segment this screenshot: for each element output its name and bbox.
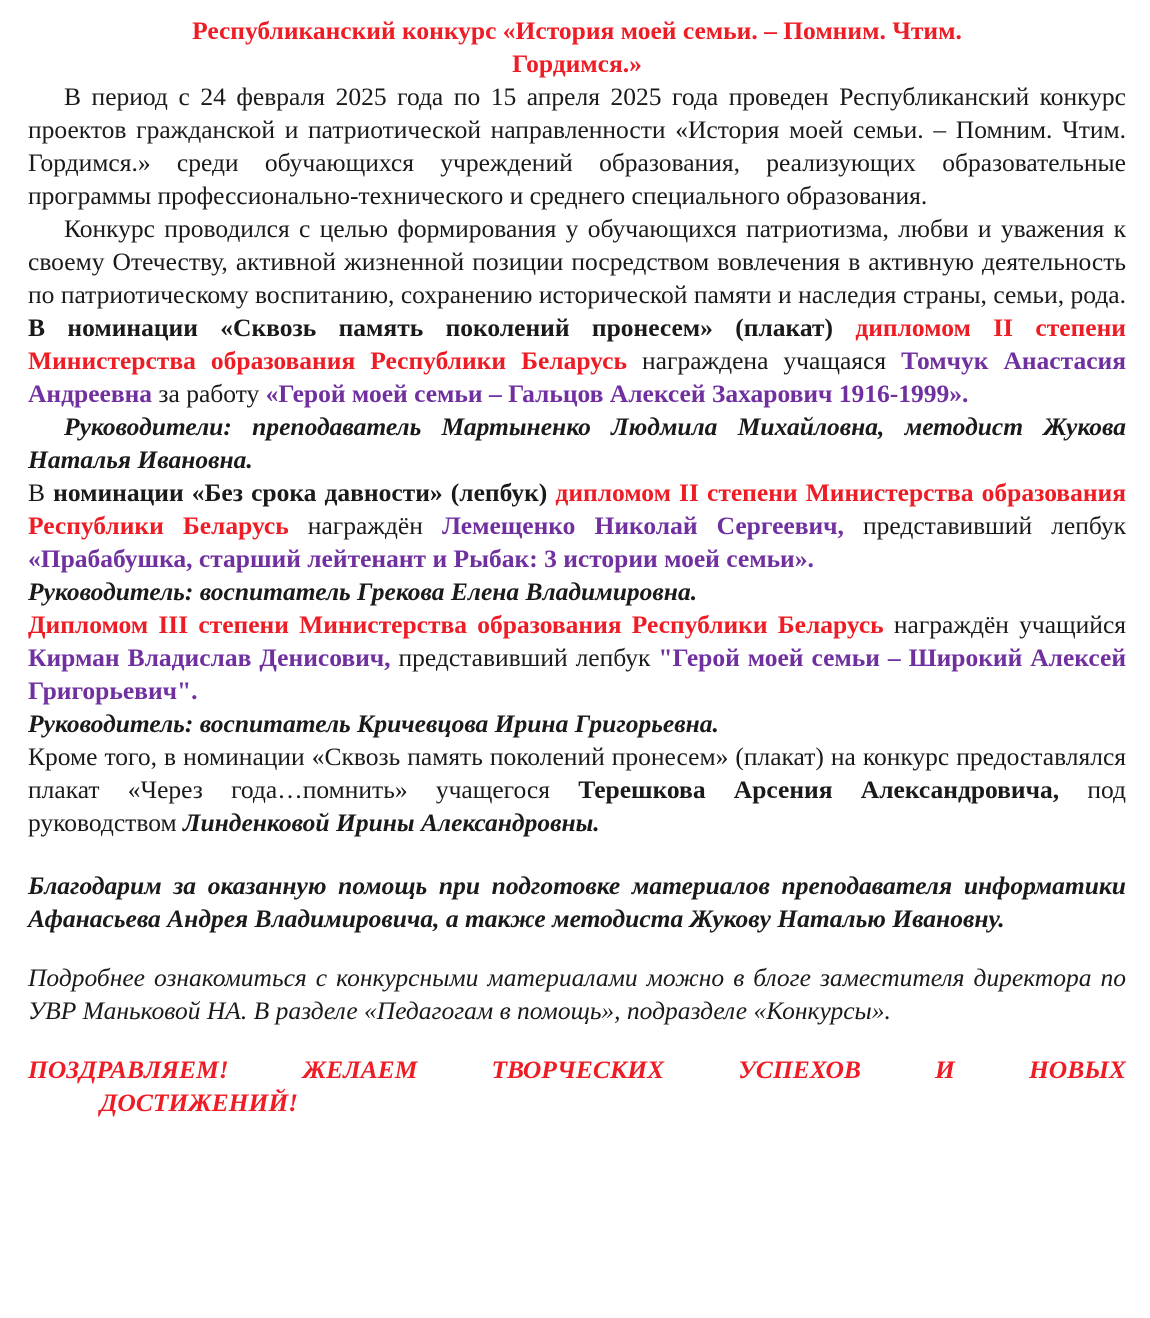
nomination-poster: В номинации «Сквозь память поколений пронесем» (плакат) [28, 313, 833, 342]
work-title-kirman: "Герой моей семьи – Широкий Алексей Григорьевич". [28, 643, 1127, 705]
congrats-word: НОВЫХ [1028, 1055, 1126, 1084]
student-name-lemeshchenko: Лемещенко Николай Сергеевич, [441, 511, 844, 540]
congrats-word: УСПЕХОВ [738, 1055, 861, 1084]
paragraph-purpose [28, 212, 1126, 410]
congrats-word: ЖЕЛАЕМ [302, 1055, 418, 1084]
presented-text-2: представивший лепбук [398, 643, 651, 672]
student-name-tomchuk: Томчук Анастасия Андреевна [28, 346, 1127, 408]
document-page [28, 14, 1126, 1119]
title-line-1: Республиканский конкурс «История моей семьи. – Помним. Чтим. [192, 16, 962, 45]
awarded-text-2: награждён [307, 511, 423, 540]
nomination-lepbook: номинации «Без срока давности» (лепбук) [53, 478, 548, 507]
thanks-paragraph: Благодарим за оказанную помощь при подготовке материалов преподавателя информатики Афанасьева Андрея Владимировича, а также методиста Жукову Наталью Ивановну. [28, 871, 1126, 933]
leader-krichevtsova: Руководитель: воспитатель Кричевцова Ирина Григорьевна. [28, 709, 719, 738]
paragraph-additional-poster [28, 740, 1126, 839]
diploma-2-poster: дипломом II степени Министерства образования Республики Беларусь [28, 313, 1126, 375]
congrats-word: ПОЗДРАВЛЯЕМ! [28, 1055, 229, 1084]
work-title-tomchuk: «Герой моей семьи – Гальцов Алексей Захарович 1916-1999». [265, 379, 969, 408]
congrats-line-2: ДОСТИЖЕНИЙ! [100, 1088, 299, 1117]
paragraph-period: В период с 24 февраля 2025 года по 15 апреля 2025 года проведен Республиканский конкурс проектов гражданской и патриотической направленности «История моей семьи. – Помним. Чтим. Гордимся.» среди обучающихся учреждений образования, реализующих образовательные программы профессионально-технического и среднего специального образования. [28, 82, 1126, 210]
congratulations [28, 1053, 1126, 1119]
for-work-text: за работу [158, 379, 260, 408]
diploma-3-lepbook: Дипломом III степени Министерства образования Республики Беларусь [28, 610, 884, 639]
in-text: В [28, 478, 46, 507]
leader-grekova: Руководитель: воспитатель Грекова Елена Владимировна. [28, 577, 698, 606]
congrats-word: И [935, 1055, 955, 1084]
student-name-tereshkov: Терешкова Арсения Александровича, [578, 775, 1060, 804]
work-title-lemeshchenko: «Прабабушка, старший лейтенант и Рыбак: 3 истории моей семьи». [28, 544, 814, 573]
awarded-text-3: награждён учащийся [893, 610, 1126, 639]
presented-text: представивший лепбук [863, 511, 1127, 540]
diploma-2-lepbook: дипломом II степени Министерства образования Республики Беларусь [28, 478, 1127, 540]
additional-text: Кроме того, в номинации «Сквозь память поколений пронесем» (плакат) на конкурс предоставлялся плакат «Через года…помнить» учащегося [28, 742, 1126, 804]
student-name-kirman: Кирман Владислав Денисович, [28, 643, 391, 672]
purpose-text: Конкурс проводился с целью формирования у обучающихся патриотизма, любви и уважения к своему Отечеству, активной жизненной позиции посредством вовлечения в активную деятельность по патриотическому воспитанию, сохранению исторической памяти и наследия страны, семьи, рода. [28, 214, 1126, 309]
congrats-line-1 [28, 1053, 1126, 1086]
paragraph-lepbook-2 [28, 608, 1126, 707]
document-title [28, 14, 1126, 80]
more-info-paragraph: Подробнее ознакомиться с конкурсными материалами можно в блоге заместителя директора по УВР Маньковой НА. В разделе «Педагогам в помощь», подразделе «Конкурсы». [28, 963, 1126, 1025]
awarded-text: награждена учащаяся [642, 346, 887, 375]
title-line-2: Гордимся.» [512, 49, 642, 78]
under-text: под руководством [28, 775, 1127, 837]
leaders-tomchuk: Руководители: преподаватель Мартыненко Людмила Михайловна, методист Жукова Наталья Ивановна. [28, 412, 1126, 474]
paragraph-lepbook-1 [28, 476, 1126, 575]
congrats-word: ТВОРЧЕСКИХ [491, 1055, 665, 1084]
leader-lindenkova: Линденковой Ирины Александровны. [182, 808, 600, 837]
